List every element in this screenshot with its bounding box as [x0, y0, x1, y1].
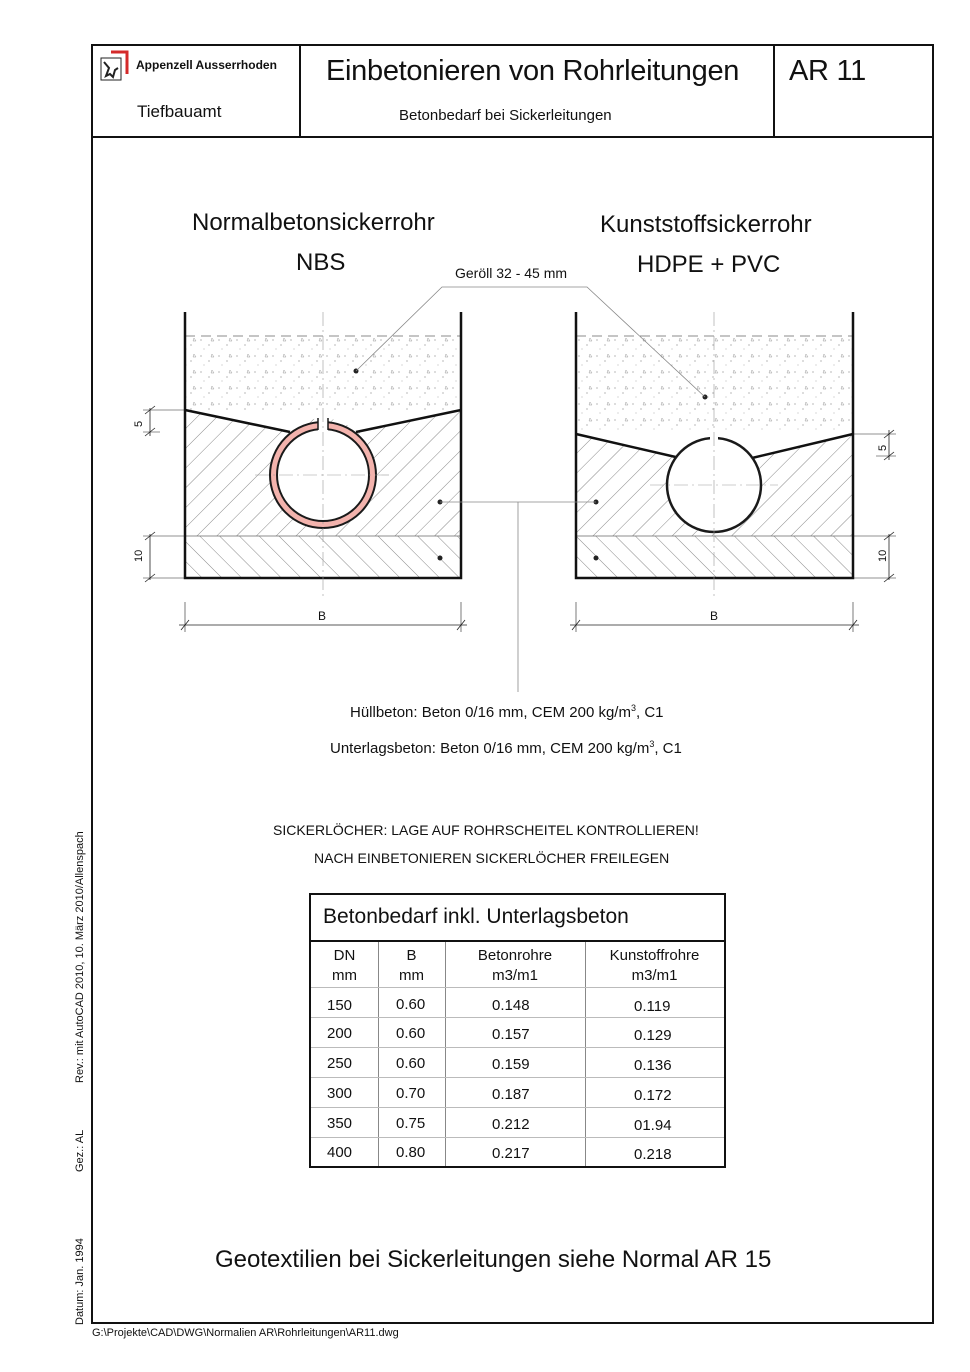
col-header-b: B mm [399, 947, 424, 984]
right-trench [570, 312, 896, 632]
unterlagsbeton-spec: Unterlagsbeton: Beton 0/16 mm, CEM 200 $kg/m^3$, C1 [330, 739, 682, 757]
left-trench [143, 312, 467, 632]
dim-5-left: 5 [133, 420, 145, 427]
concrete-table: Betonbedarf inkl. Unterlagsbeton DN mm B mm Betonrohre m3/m1 Kunstoffrohre m3/m1 150 0.60 0.148 0.119 200 0.60 0.157 0.129 250 0.60 0.159 0.136 300 0.70 0.187 0.172 350 0.75 0.212 01.94 400 0.80 0.217 0.218 [309, 893, 726, 1168]
dim-b-right: B [710, 609, 719, 623]
col-header-betonrohre: Betonrohre m3/m1 [477, 947, 553, 984]
geroell-label: Geröll 32 - 45 mm [455, 265, 568, 281]
geotextile-note: Geotextilien bei Sickerleitungen siehe Normal AR 15 [215, 1246, 772, 1273]
department: Tiefbauamt [137, 102, 222, 121]
note-line-1: SICKERLÖCHER: LAGE AUF ROHRSCHEITEL KONTROLLIEREN! [273, 822, 699, 838]
file-path: G:\Projekte\CAD\DWG\Normalien AR\Rohrleitungen\AR11.dwg [92, 1327, 399, 1339]
side-rev: Rev.: mit AutoCAD 2010, 10. März 2010/Allenspach [74, 831, 86, 1083]
right-title-2: HDPE + PVC [637, 251, 781, 278]
col-header-kunstoffrohre: Kunstoffrohre m3/m1 [609, 947, 700, 984]
dim-10-right: 10 [877, 549, 889, 562]
note-line-2: NACH EINBETONIEREN SICKERLÖCHER FREILEGEN [314, 850, 670, 866]
dim-b-left: B [318, 609, 327, 623]
doc-id: AR 11 [789, 55, 866, 87]
right-title-1: Kunststoffsickerrohr [600, 211, 812, 238]
page-subtitle: Betonbedarf bei Sickerleitungen [399, 107, 612, 124]
page-title: Einbetonieren von Rohrleitungen [326, 55, 740, 87]
left-title-2: NBS [296, 249, 346, 276]
huellbeton-spec: Hüllbeton: Beton 0/16 mm, CEM 200 $kg/m^3$, C1 [350, 703, 664, 721]
side-gez: Gez.: AL [74, 1129, 86, 1172]
table-title: Betonbedarf inkl. Unterlagsbeton [323, 905, 629, 928]
side-datum: Datum: Jan. 1994 [74, 1238, 86, 1325]
left-title-1: Normalbetonsickerrohr [192, 209, 435, 236]
dim-10-left: 10 [133, 549, 145, 562]
dim-5-right: 5 [877, 444, 889, 451]
org-name: Appenzell Ausserrhoden [136, 58, 277, 72]
col-header-dn: DN mm [332, 947, 357, 984]
